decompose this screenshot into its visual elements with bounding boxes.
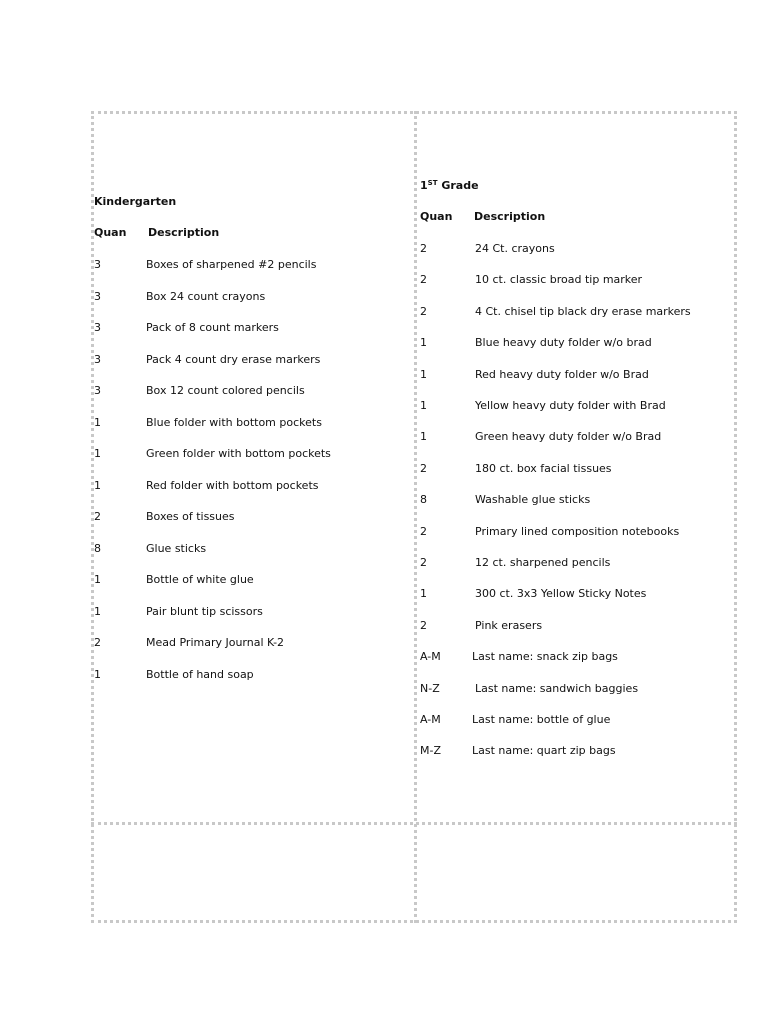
item-quantity: 2: [420, 242, 427, 255]
item-quantity: 1: [94, 604, 101, 618]
item-quantity: 1: [94, 478, 101, 492]
item-description: Blue folder with bottom pockets: [146, 415, 322, 429]
item-description: 180 ct. box facial tissues: [475, 461, 612, 475]
item-description: 24 Ct. crayons: [475, 242, 555, 255]
item-description: Pair blunt tip scissors: [146, 604, 263, 618]
item-description: Primary lined composition notebooks: [475, 524, 680, 538]
item-quantity: N-Z: [420, 681, 440, 695]
item-quantity: 2: [94, 510, 101, 523]
item-quantity: 2: [420, 618, 427, 632]
item-quantity: 3: [94, 321, 101, 334]
item-description: Glue sticks: [146, 541, 207, 555]
item-description: Pack 4 count dry erase markers: [146, 352, 321, 366]
item-quantity: 3: [94, 352, 101, 366]
table-column-divider: [414, 111, 417, 923]
item-quantity: 2: [420, 524, 427, 538]
item-quantity: 8: [420, 493, 427, 507]
item-description: 300 ct. 3x3 Yellow Sticky Notes: [475, 587, 647, 601]
grade-ordinal-suffix: ST: [427, 179, 438, 187]
item-description: Red folder with bottom pockets: [146, 478, 319, 492]
item-description: 4 Ct. chisel tip black dry erase markers: [475, 304, 691, 318]
kindergarten-title: Kindergarten: [94, 195, 177, 208]
item-description: Yellow heavy duty folder with Brad: [475, 399, 666, 412]
item-quantity: 3: [94, 384, 101, 397]
item-description: Red heavy duty folder w/o Brad: [475, 367, 649, 381]
item-description: Box 24 count crayons: [146, 289, 266, 303]
item-description: Last name: bottle of glue: [472, 713, 611, 726]
item-quantity: 2: [420, 461, 427, 475]
item-quantity: 1: [94, 447, 101, 460]
item-description: Bottle of hand soap: [146, 667, 254, 681]
item-quantity: A-M: [420, 713, 441, 726]
item-description: Last name: sandwich baggies: [475, 681, 639, 695]
item-description: Green heavy duty folder w/o Brad: [475, 430, 662, 444]
item-quantity: M-Z: [420, 744, 441, 758]
item-description: Washable glue sticks: [475, 493, 591, 507]
first-grade-title: [420, 179, 479, 192]
quan-header: Quan: [94, 226, 127, 239]
item-quantity: 1: [94, 667, 101, 681]
grade-word: Grade: [441, 179, 479, 192]
item-description: 12 ct. sharpened pencils: [475, 556, 611, 569]
item-description: Last name: snack zip bags: [472, 650, 618, 664]
item-quantity: 1: [420, 336, 427, 350]
table-row-divider: [91, 822, 737, 825]
item-quantity: 2: [420, 556, 427, 569]
grade-number: 1: [420, 179, 428, 192]
item-quantity: 2: [420, 273, 427, 287]
item-quantity: 1: [94, 415, 101, 429]
description-header: Description: [474, 210, 546, 223]
item-quantity: 1: [420, 367, 427, 381]
item-description: Green folder with bottom pockets: [146, 447, 331, 460]
item-description: Last name: quart zip bags: [472, 744, 616, 758]
item-description: Pack of 8 count markers: [146, 321, 279, 334]
item-description: Blue heavy duty folder w/o brad: [475, 336, 652, 350]
item-quantity: A-M: [420, 650, 441, 664]
item-description: Boxes of tissues: [146, 510, 235, 523]
item-quantity: 8: [94, 541, 101, 555]
item-description: Mead Primary Journal K-2: [146, 636, 285, 649]
item-quantity: 2: [94, 636, 101, 649]
item-quantity: 2: [420, 304, 427, 318]
description-header: Description: [148, 226, 220, 239]
item-quantity: 1: [420, 399, 427, 412]
item-quantity: 3: [94, 289, 101, 303]
item-description: Boxes of sharpened #2 pencils: [146, 258, 317, 271]
item-quantity: 1: [94, 573, 101, 586]
item-description: Bottle of white glue: [146, 573, 254, 586]
item-quantity: 3: [94, 258, 101, 271]
item-quantity: 1: [420, 430, 427, 444]
item-description: 10 ct. classic broad tip marker: [475, 273, 643, 287]
item-description: Box 12 count colored pencils: [146, 384, 305, 397]
quan-header: Quan: [420, 210, 453, 223]
item-description: Pink erasers: [475, 618, 543, 632]
item-quantity: 1: [420, 587, 427, 601]
